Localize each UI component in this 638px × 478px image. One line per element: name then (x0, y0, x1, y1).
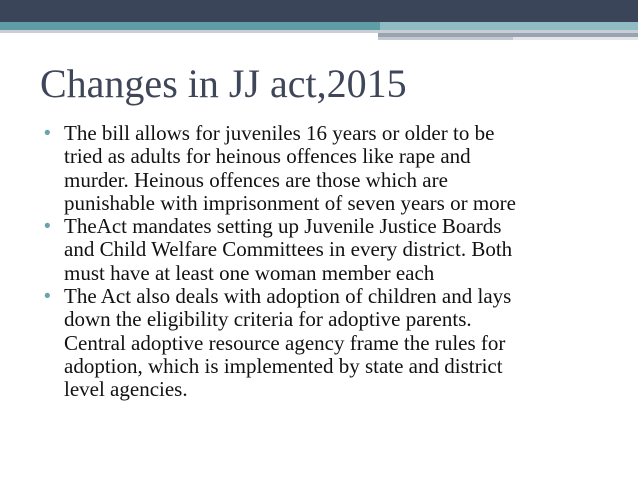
bullet-line: and Child Welfare Committees in every district. Both (64, 237, 513, 262)
bullet-line: adoption, which is implemented by state and district (64, 353, 503, 378)
bullet-line: down the eligibility criteria for adoptive parents. (64, 307, 472, 332)
bullet-list (44, 122, 634, 402)
header-band-teal-light (380, 22, 638, 30)
bullet-line: must have at least one woman member each (64, 260, 435, 285)
bullet-item (44, 215, 634, 285)
header-band-dark (0, 0, 638, 22)
bullet-line: tried as adults for heinous offences like rape and (64, 144, 471, 169)
bullet-line: The bill allows for juveniles 16 years or older to be (64, 121, 495, 145)
bullet-item (44, 285, 634, 401)
slide-title: Changes in JJ act,2015 (40, 61, 407, 106)
bullet-dot-icon: • (44, 286, 51, 308)
bullet-dot-icon: • (44, 123, 51, 144)
header-accent-strip (378, 37, 513, 40)
bullet-line: TheAct mandates setting up Juvenile Justice Boards (64, 214, 502, 239)
bullet-line: punishable with imprisonment of seven years or more (64, 190, 516, 215)
bullet-line: murder. Heinous offences are those which are (64, 167, 448, 192)
bullet-item (44, 122, 634, 215)
bullet-line: Central adoptive resource agency frame the rules for (64, 330, 506, 355)
bullet-dot-icon: • (44, 216, 51, 238)
bullet-line: level agencies. (64, 377, 188, 402)
header-accent-strip (513, 37, 638, 40)
bullet-line: The Act also deals with adoption of children and lays (64, 284, 512, 309)
